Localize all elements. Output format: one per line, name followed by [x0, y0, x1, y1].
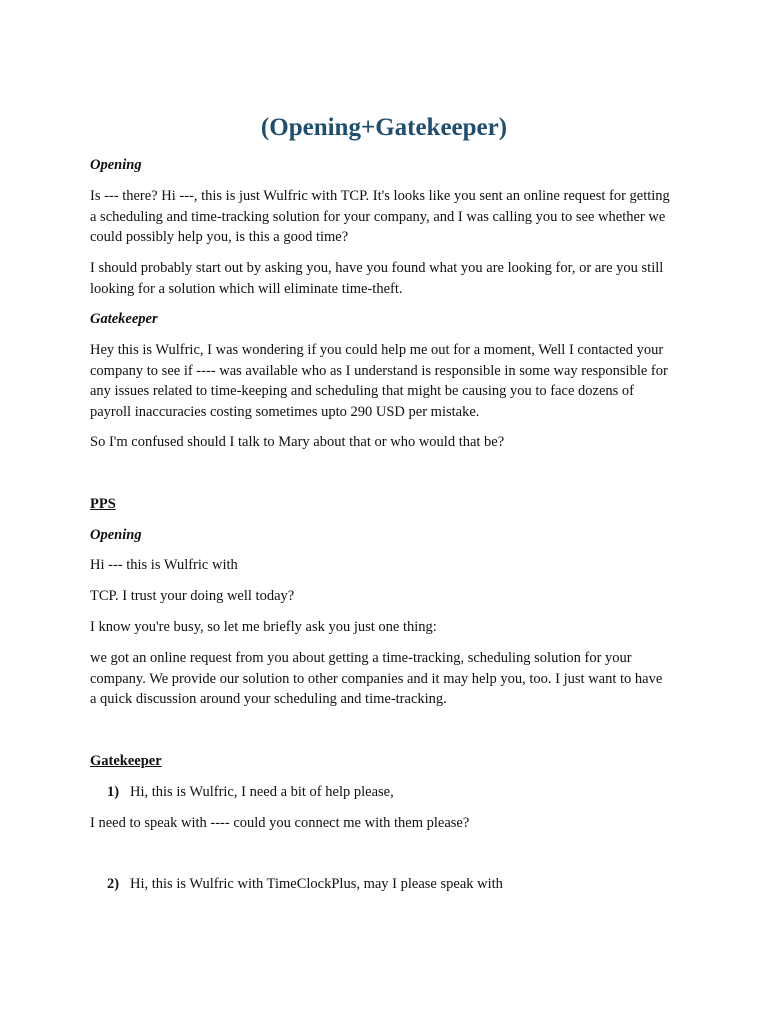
opening-heading: Opening	[90, 157, 142, 173]
opening-paragraph-1: Is --- there? Hi ---, this is just Wulfric with TCP. It's looks like you sent an online request for getting a scheduling and time-tracking solution for your company, and I was calling you to see whether we could possibly help you, is this a good time?	[90, 188, 670, 245]
gatekeeper-paragraph-2: So I'm confused should I talk to Mary about that or who would that be?	[90, 434, 505, 450]
pps-paragraph-4: we got an online request from you about getting a time-tracking, scheduling solution for your company. We provide our solution to other companies and it may help you, too. I just want to have a quick discussion around your scheduling and time-tracking.	[90, 650, 663, 707]
gatekeeper-section-heading: Gatekeeper	[90, 753, 162, 769]
list-number-2: 2)	[107, 876, 120, 892]
list-item-2: Hi, this is Wulfric with TimeClockPlus, may I please speak with	[130, 876, 503, 892]
gatekeeper-paragraph-1: Hey this is Wulfric, I was wondering if you could help me out for a moment, Well I contacted your company to see if ---- was available who as I understand is responsible in some way responsible for any issues related to time-keeping and scheduling that might be causing you to face dozens of payroll inaccuracies costing sometimes upto 290 USD per mistake.	[90, 342, 668, 420]
list-item-1-followup: I need to speak with ---- could you connect me with them please?	[90, 815, 470, 831]
list-item-1: Hi, this is Wulfric, I need a bit of help please,	[130, 784, 394, 800]
pps-paragraph-3: I know you're busy, so let me briefly ask you just one thing:	[90, 619, 437, 635]
pps-paragraph-1: Hi --- this is Wulfric with	[90, 557, 238, 573]
pps-paragraph-2: TCP. I trust your doing well today?	[90, 588, 295, 604]
pps-opening-heading: Opening	[90, 527, 142, 543]
page-title: (Opening+Gatekeeper)	[260, 114, 508, 141]
opening-paragraph-2: I should probably start out by asking you, have you found what you are looking for, or are you still looking for a solution which will eliminate time-theft.	[90, 260, 664, 297]
pps-heading: PPS	[90, 496, 116, 512]
gatekeeper-heading: Gatekeeper	[90, 311, 158, 327]
list-number-1: 1)	[107, 784, 120, 800]
